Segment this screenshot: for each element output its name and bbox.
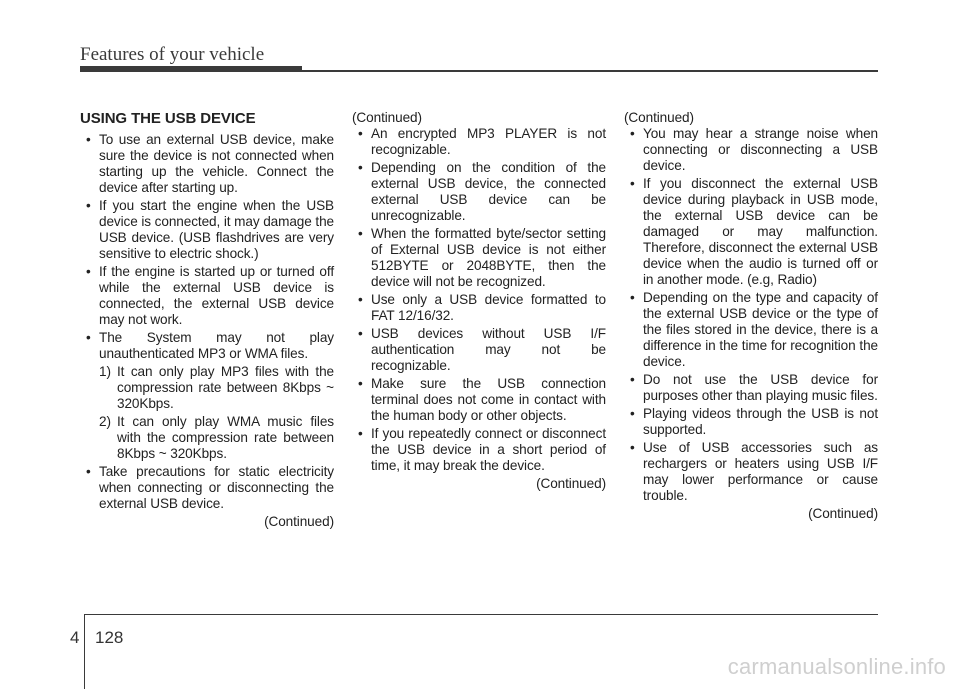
subitem-number: 2) — [99, 414, 111, 429]
footer-vertical-rule — [84, 614, 85, 689]
bullet-item — [352, 326, 606, 374]
item-text: If you repeatedly connect or disconnect the USB device in a short period of time, it may break the device. — [371, 426, 606, 473]
watermark-text: carmanualsonline.info — [727, 654, 946, 679]
bullet-item — [352, 226, 606, 290]
continued-label: (Continued) — [264, 514, 334, 529]
item-text: Take precautions for static electricity when connecting or disconnecting the external USB device. — [99, 464, 334, 511]
continued-intro: (Continued) — [624, 110, 694, 125]
bullet-list — [80, 132, 334, 512]
continued-label: (Continued) — [536, 476, 606, 491]
item-text: It can only play MP3 files with the compression rate between 8Kbps ~ 320Kbps. — [117, 364, 334, 411]
bullet-item — [80, 464, 334, 512]
header-rule-thin — [302, 70, 878, 72]
item-text: Depending on the condition of the external USB device, the connected external USB device can be unrecognizable. — [371, 160, 606, 223]
bullet-item — [624, 440, 878, 504]
bullet-item — [352, 292, 606, 324]
item-text: To use an external USB device, make sure the device is not connected when starting up the vehicle. Connect the device after starting up. — [99, 132, 334, 195]
item-text: The System may not play unauthenticated MP3 or WMA files. — [99, 330, 334, 361]
bullet-item — [80, 264, 334, 328]
item-text: If you disconnect the external USB device during playback in USB mode, the external USB device can be damaged or may malfunction. Therefore, disconnect the external USB device when the audio is turned off or in another mode. (e.g, Radio) — [643, 176, 878, 287]
item-text: Depending on the type and capacity of the external USB device or the type of the files stored in the device, there is a difference in the time for recognition the device. — [643, 290, 878, 369]
bullet-item — [80, 330, 334, 362]
bullet-item — [352, 160, 606, 224]
bullet-list — [352, 126, 606, 474]
bullet-item — [624, 406, 878, 438]
bullet-item — [352, 126, 606, 158]
item-text: An encrypted MP3 PLAYER is not recognizable. — [371, 126, 606, 157]
page-header-title: Features of your vehicle — [80, 44, 265, 65]
subitem-number: 1) — [99, 364, 111, 379]
bullet-list — [624, 126, 878, 504]
bullet-item — [352, 426, 606, 474]
item-text: Use only a USB device formatted to FAT 12/16/32. — [371, 292, 606, 323]
item-text: It can only play WMA music files with the compression rate between 8Kbps ~ 320Kbps. — [117, 414, 334, 461]
footer-horizontal-rule — [84, 614, 878, 615]
item-text: Use of USB accessories such as rechargers or heaters using USB I/F may lower performance or cause trouble. — [643, 440, 878, 503]
text-column-3 — [624, 110, 878, 522]
text-column-2 — [352, 110, 606, 492]
chapter-number: 4 — [70, 628, 80, 647]
header-rule-thick — [80, 66, 302, 72]
numbered-subitem — [80, 364, 334, 412]
numbered-subitem — [80, 414, 334, 462]
bullet-item — [624, 372, 878, 404]
page-number: 128 — [95, 628, 124, 647]
item-text: If you start the engine when the USB device is connected, it may damage the USB device. (USB flashdrives are very sensitive to electric shock.) — [99, 198, 334, 261]
bullet-item — [624, 126, 878, 174]
item-text: Make sure the USB connection terminal does not come in contact with the human body or other objects. — [371, 376, 606, 423]
continued-intro: (Continued) — [352, 110, 422, 125]
item-text: Playing videos through the USB is not supported. — [643, 406, 878, 437]
item-text: Do not use the USB device for purposes other than playing music files. — [643, 372, 878, 403]
bullet-item — [80, 198, 334, 262]
item-text: When the formatted byte/sector setting of External USB device is not either 512BYTE or 2048BYTE, then the device will not be recognized. — [371, 226, 606, 289]
item-text: You may hear a strange noise when connecting or disconnecting a USB device. — [643, 126, 878, 173]
section-heading: USING THE USB DEVICE — [80, 110, 256, 127]
text-column-1 — [80, 110, 334, 530]
item-text: If the engine is started up or turned off while the external USB device is connected, the external USB device may not work. — [99, 264, 334, 327]
item-text: USB devices without USB I/F authentication may not be recognizable. — [371, 326, 606, 373]
continued-label: (Continued) — [808, 506, 878, 521]
bullet-item — [624, 290, 878, 370]
bullet-item — [352, 376, 606, 424]
bullet-item — [624, 176, 878, 288]
bullet-item — [80, 132, 334, 196]
